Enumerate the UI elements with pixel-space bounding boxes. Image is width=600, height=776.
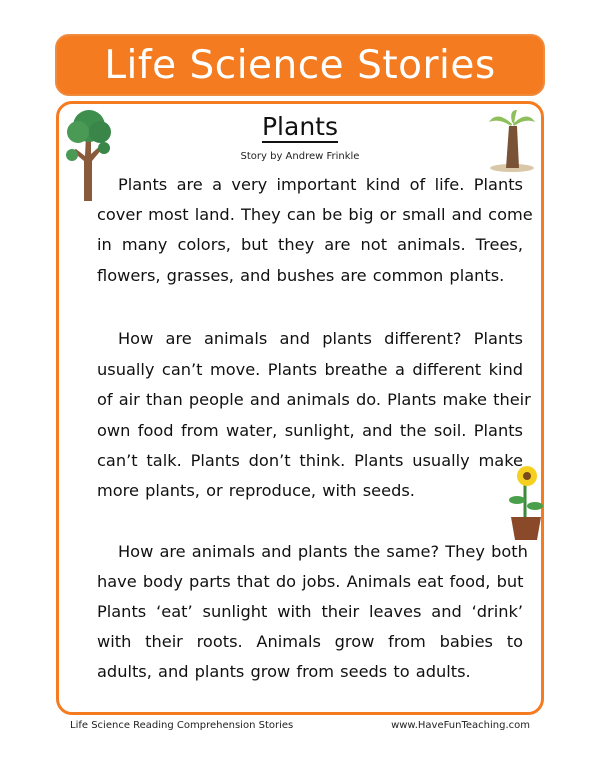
story-byline: Story by Andrew Frinkle bbox=[240, 151, 360, 162]
footer-series-label: Life Science Reading Comprehension Stories bbox=[70, 720, 294, 731]
text-line: How are animals and plants the same? They both bbox=[118, 542, 528, 561]
text-line: flowers, grasses, and bushes are common plants. bbox=[97, 266, 505, 285]
text-line: Plants ‘eat’ sunlight with their leaves and ‘drink’ bbox=[97, 602, 523, 621]
text-line: more plants, or reproduce, with seeds. bbox=[97, 481, 415, 500]
text-line: cover most land. They can be big or small and come bbox=[97, 205, 533, 224]
text-line: have body parts that do jobs. Animals eat food, but bbox=[97, 572, 524, 591]
text-line: adults, and plants grow from seeds to adults. bbox=[97, 662, 471, 681]
text-line: in many colors, but they are not animals. Trees, bbox=[97, 235, 523, 254]
potted-flower-icon bbox=[505, 462, 547, 542]
text-line: of air than people and animals do. Plants make their bbox=[97, 390, 531, 409]
text-line: Plants are a very important kind of life. Plants bbox=[118, 175, 523, 194]
worksheet-title: Life Science Stories bbox=[104, 42, 496, 88]
footer-website-link[interactable]: www.HaveFunTeaching.com bbox=[391, 720, 530, 731]
header-banner bbox=[55, 34, 545, 96]
text-line: with their roots. Animals grow from babies to bbox=[97, 632, 523, 651]
text-line: How are animals and plants different? Plants bbox=[118, 329, 523, 348]
text-line: usually can’t move. Plants breathe a different kind bbox=[97, 360, 523, 379]
text-line: can’t talk. Plants don’t think. Plants usually make bbox=[97, 451, 523, 470]
story-title: Plants bbox=[261, 112, 338, 141]
text-line: own food from water, sunlight, and the soil. Plants bbox=[97, 421, 523, 440]
